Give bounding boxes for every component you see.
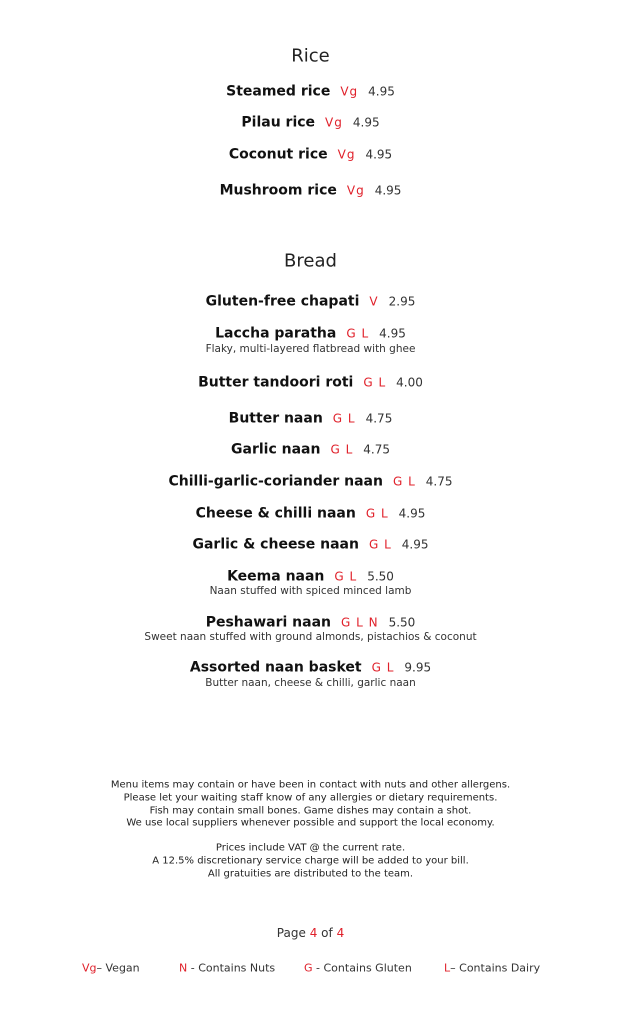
dietary-tags: V <box>369 294 379 309</box>
menu-item <box>0 612 621 631</box>
item-name: Peshawari naan <box>205 614 331 631</box>
footer-note: Fish may contain small bones. Game dishes may contain a shot. <box>149 805 472 817</box>
footer-note: We use local suppliers whenever possible and support the local economy. <box>126 817 495 829</box>
item-name: Butter naan <box>228 410 323 427</box>
legend-gluten: G - Contains Gluten <box>304 961 412 975</box>
item-description: Naan stuffed with spiced minced lamb <box>209 585 412 597</box>
dietary-tags: G L <box>365 506 389 521</box>
menu-item <box>0 372 621 391</box>
menu-item <box>0 144 621 163</box>
page-prefix: Page <box>276 926 306 940</box>
item-name: Keema naan <box>227 568 325 585</box>
item-description: Sweet naan stuffed with ground almonds, pistachios & coconut <box>144 631 477 643</box>
menu-item <box>0 534 621 553</box>
item-name: Laccha paratha <box>215 325 337 342</box>
item-name: Garlic naan <box>231 441 321 458</box>
dietary-tags: G L <box>332 411 356 426</box>
legend-nuts: N - Contains Nuts <box>179 961 276 975</box>
menu-item <box>0 180 621 199</box>
footer-note: Prices include VAT @ the current rate. <box>215 842 406 854</box>
item-description: Butter naan, cheese & chilli, garlic naan <box>205 677 416 689</box>
item-name: Mushroom rice <box>219 182 337 199</box>
menu-item <box>0 566 621 585</box>
footer-note: Menu items may contain or have been in contact with nuts and other allergens. <box>110 779 511 791</box>
item-name: Chilli-garlic-coriander naan <box>168 473 383 490</box>
footer-note: All gratuities are distributed to the team. <box>207 868 414 880</box>
item-name: Steamed rice <box>226 83 331 100</box>
menu-item <box>0 657 621 676</box>
menu-item <box>0 81 621 100</box>
item-name: Cheese & chilli naan <box>195 505 356 522</box>
item-price: 5.50 <box>367 569 394 584</box>
legend-dairy: L– Contains Dairy <box>444 961 541 975</box>
item-name: Pilau rice <box>241 114 316 131</box>
item-description: Flaky, multi-layered flatbread with ghee <box>205 343 416 355</box>
menu-item <box>0 503 621 522</box>
item-name: Assorted naan basket <box>189 659 362 676</box>
dietary-tags: G L <box>368 537 392 552</box>
footer-note: A 12.5% discretionary service charge will be added to your bill. <box>152 855 469 867</box>
page-current: 4 <box>309 926 318 940</box>
item-price: 4.95 <box>365 147 393 162</box>
dietary-tags: Vg <box>337 147 356 162</box>
page-of: of <box>321 926 333 940</box>
dietary-tags: G L <box>392 474 416 489</box>
item-price: 4.95 <box>368 84 395 99</box>
item-price: 4.75 <box>365 411 393 426</box>
item-price: 4.75 <box>425 474 453 489</box>
item-price: 4.95 <box>401 537 429 552</box>
menu-item <box>0 291 621 310</box>
dietary-tags: Vg <box>346 183 365 198</box>
dietary-tags: G L <box>371 660 395 675</box>
item-price: 4.95 <box>352 115 380 130</box>
dietary-tags: G L N <box>340 615 379 630</box>
item-name: Coconut rice <box>228 146 328 163</box>
item-name: Gluten-free chapati <box>205 293 360 310</box>
item-price: 4.95 <box>374 183 402 198</box>
dietary-tags: G L <box>346 326 370 341</box>
section-heading: Rice <box>291 45 330 67</box>
item-price: 2.95 <box>388 294 416 309</box>
page-total: 4 <box>336 926 345 940</box>
menu-item <box>0 471 621 490</box>
legend-vegan: Vg– Vegan <box>82 961 140 975</box>
dietary-tags: G L <box>363 375 387 390</box>
menu-item <box>0 439 621 458</box>
dietary-tags: Vg <box>325 115 343 130</box>
item-price: 4.00 <box>396 375 423 390</box>
menu-item <box>0 112 621 131</box>
dietary-tags: Vg <box>340 84 359 99</box>
item-price: 5.50 <box>388 615 416 630</box>
item-price: 4.75 <box>363 442 390 457</box>
item-price: 4.95 <box>398 506 426 521</box>
menu-item <box>0 323 621 342</box>
dietary-tags: G L <box>330 442 354 457</box>
pagination <box>0 926 621 940</box>
item-name: Garlic & cheese naan <box>192 536 359 553</box>
footer-note: Please let your waiting staff know of any allergies or dietary requirements. <box>123 792 498 804</box>
menu-item <box>0 408 621 427</box>
item-name: Butter tandoori roti <box>198 374 354 391</box>
section-heading: Bread <box>284 250 337 272</box>
dietary-tags: G L <box>334 569 358 584</box>
item-price: 4.95 <box>379 326 406 341</box>
item-price: 9.95 <box>404 660 432 675</box>
